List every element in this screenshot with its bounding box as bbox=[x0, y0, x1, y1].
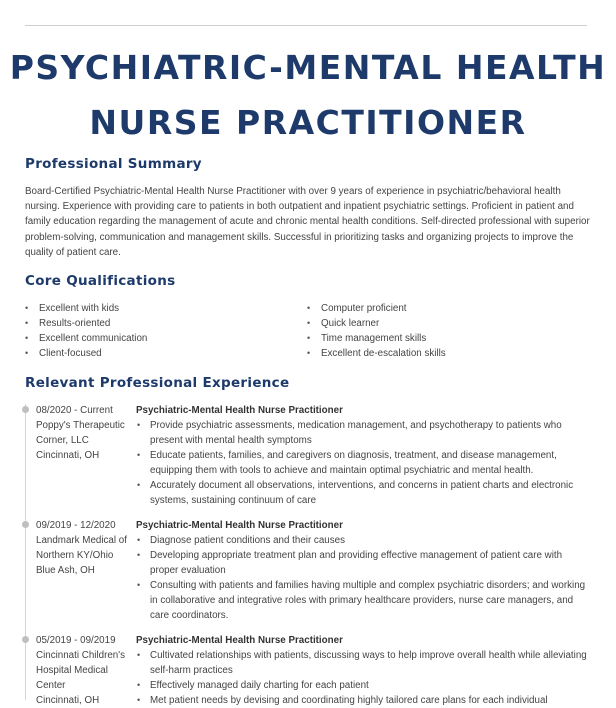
experience-timeline bbox=[25, 404, 26, 700]
timeline-dot bbox=[22, 636, 29, 643]
qualifications-list-right bbox=[307, 301, 446, 361]
job-location: Cincinnati, OH bbox=[36, 450, 100, 461]
qualification-item: • Excellent communication bbox=[25, 331, 147, 346]
summary-text: Board-Certified Psychiatric-Mental Health Nurse Practitioner with over 9 years of experience in psychiatric/behavioral health nursing. Experience with providing care to patients in both outpatient and inpatient psychiatric settings. Proficient in patient and family education regarding the management of acute and chronic mental health conditions. Self-directed professional with superior problem-solving, communication and management skills. Successful in prioritizing tasks and organizing projects to improve the quality of patient care. bbox=[25, 186, 590, 258]
job-bullet: • Cultivated relationships with patients, discussing ways to help improve overall health while alleviating self-harm practices bbox=[136, 648, 591, 678]
qualification-item: • Client-focused bbox=[25, 346, 147, 361]
qualification-item: • Results-oriented bbox=[25, 316, 147, 331]
job-meta bbox=[36, 633, 131, 708]
resume-title-line-1: PSYCHIATRIC-MENTAL HEALTH bbox=[9, 48, 607, 87]
job-dates: 08/2020 - Current bbox=[36, 405, 113, 416]
qualification-item: • Time management skills bbox=[307, 331, 446, 346]
job-meta bbox=[36, 518, 131, 578]
job-bullet: • Diagnose patient conditions and their causes bbox=[136, 533, 591, 548]
qualification-item: • Excellent de-escalation skills bbox=[307, 346, 446, 361]
job-details bbox=[136, 403, 591, 508]
job-title: Psychiatric-Mental Health Nurse Practitioner bbox=[136, 520, 343, 531]
resume-title-line-2: NURSE PRACTITIONER bbox=[89, 103, 527, 142]
job-bullet: • Effectively managed daily charting for each patient bbox=[136, 678, 591, 693]
job-bullet: • Accurately document all observations, interventions, and concerns in patient charts and electronic systems, sustaining continuum of care bbox=[136, 478, 591, 508]
job-details bbox=[136, 518, 591, 623]
job-bullet: • Provide psychiatric assessments, medication management, and psychotherapy to patients who present with mental health symptoms bbox=[136, 418, 591, 448]
job-bullet: • Educate patients, families, and caregivers on diagnosis, treatment, and disease management, equipping them with tools to achieve and maintain optimal psychiatric and mental health. bbox=[136, 448, 591, 478]
summary-heading: Professional Summary bbox=[25, 156, 202, 172]
job-dates: 09/2019 - 12/2020 bbox=[36, 520, 116, 531]
qualification-item: • Excellent with kids bbox=[25, 301, 147, 316]
job-details bbox=[136, 633, 591, 708]
job-bullet: • Consulting with patients and families having multiple and complex psychiatric disorders; and working in collaborative and integrative roles with primary healthcare providers, nurse care managers, and care coordinators. bbox=[136, 578, 591, 623]
job-title: Psychiatric-Mental Health Nurse Practitioner bbox=[136, 405, 343, 416]
job-employer: Poppy's Therapeutic Corner, LLC bbox=[36, 420, 125, 446]
resume-title bbox=[0, 40, 616, 150]
job-location: Cincinnati, OH bbox=[36, 695, 100, 706]
qualification-item: • Quick learner bbox=[307, 316, 446, 331]
timeline-dot bbox=[22, 406, 29, 413]
job-bullet: • Developing appropriate treatment plan and providing effective management of patient care with proper evaluation bbox=[136, 548, 591, 578]
qualifications-list-left bbox=[25, 301, 147, 361]
job-title: Psychiatric-Mental Health Nurse Practitioner bbox=[136, 635, 343, 646]
qualifications-heading: Core Qualifications bbox=[25, 273, 176, 289]
qualification-item: • Computer proficient bbox=[307, 301, 446, 316]
experience-heading: Relevant Professional Experience bbox=[25, 375, 290, 391]
job-employer: Landmark Medical of Northern KY/Ohio bbox=[36, 535, 127, 561]
header-divider bbox=[25, 25, 587, 26]
job-meta bbox=[36, 403, 131, 463]
job-dates: 05/2019 - 09/2019 bbox=[36, 635, 116, 646]
timeline-dot bbox=[22, 521, 29, 528]
job-bullet: • Met patient needs by devising and coordinating highly tailored care plans for each individual bbox=[136, 693, 591, 708]
job-location: Blue Ash, OH bbox=[36, 565, 95, 576]
job-employer: Cincinnati Children's Hospital Medical Center bbox=[36, 650, 125, 691]
